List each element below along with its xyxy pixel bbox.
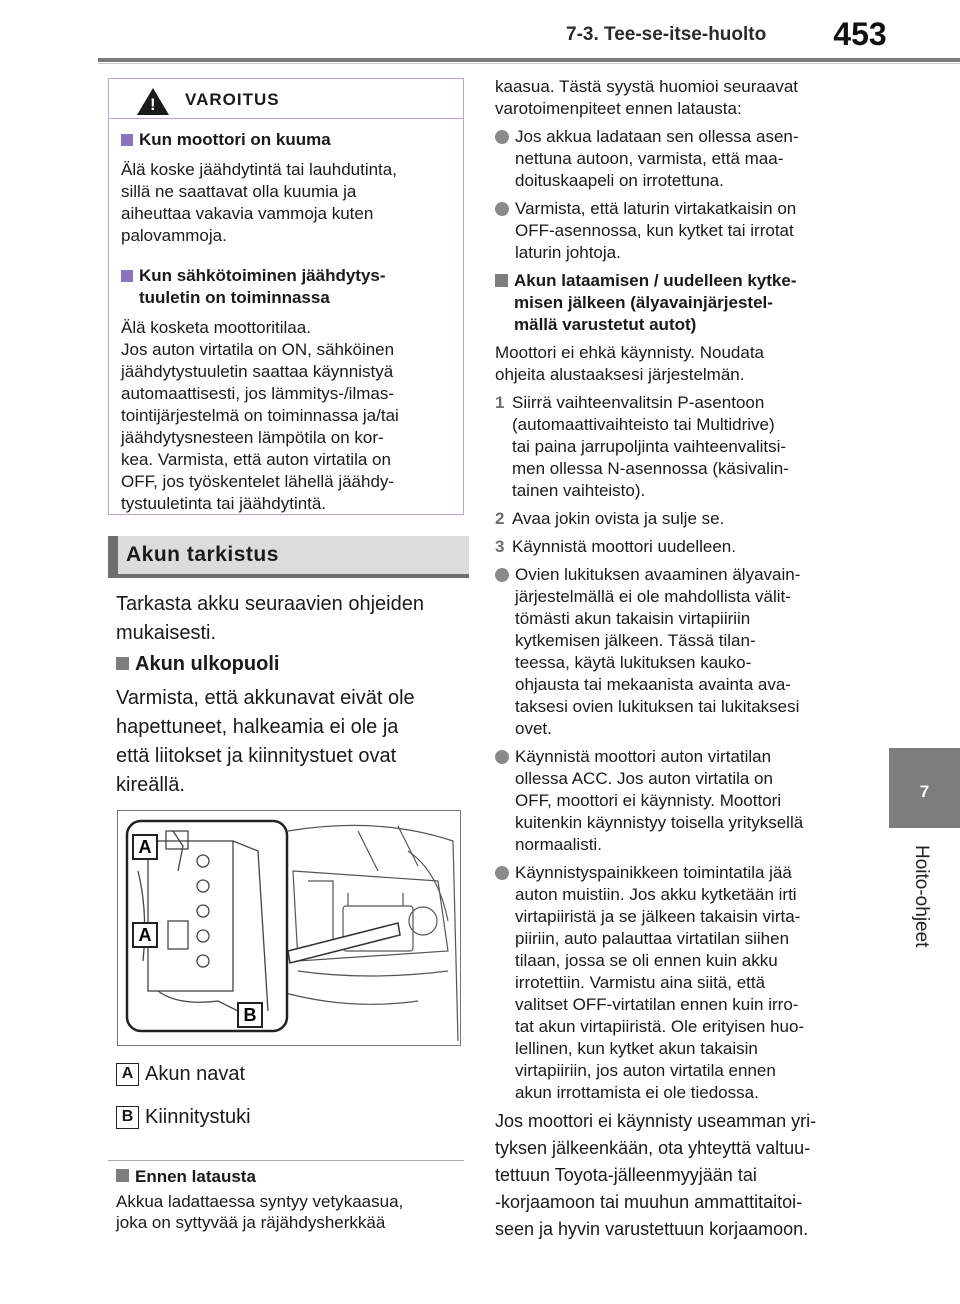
text-line: misen jälkeen (älyavainjärjestel- — [514, 293, 773, 312]
bullet-dot-icon — [495, 130, 509, 144]
chapter-tab: 7 — [889, 748, 960, 828]
warning-title: VAROITUS — [185, 90, 280, 109]
bullet-dot-icon — [495, 866, 509, 880]
text-line: aiheuttaa vakavia vammoja kuten — [121, 204, 374, 223]
text-line: Varmista, että akkunavat eivät ole — [116, 687, 415, 709]
section-title: Akun tarkistus — [126, 543, 279, 566]
text-line: kireällä. — [116, 774, 185, 796]
section-subheading — [116, 650, 461, 679]
text-line: men ollessa N-asennossa (käsivalin- — [512, 459, 789, 478]
text-line: tuuletin on toiminnassa — [139, 288, 330, 307]
text-line: tat akun virtapiiristä. Ole erityisen huo- — [515, 1017, 805, 1036]
text-line: virtapiiriin, jos auton virtatila ennen — [515, 1061, 776, 1080]
text-line: laturin johtoja. — [515, 243, 621, 262]
text-line: Älä koske jäähdytintä tai lauhdutinta, — [121, 160, 397, 179]
warning-subheading — [121, 265, 451, 309]
warning-text — [121, 159, 451, 247]
step-item — [495, 392, 847, 502]
paragraph — [495, 342, 847, 386]
text-line: akun irrottamista ei ole tiedossa. — [515, 1083, 759, 1102]
text-line: (automaattivaihteisto tai Multidrive) — [512, 415, 775, 434]
text-line: varotoimenpiteet ennen latausta: — [495, 99, 742, 118]
text-line: ollessa ACC. Jos auton virtatila on — [515, 769, 773, 788]
text-line: kaasua. Tästä syystä huomioi seuraavat — [495, 77, 799, 96]
engine-bay-drawing — [118, 811, 462, 1047]
text-line: Jos akkua ladataan sen ollessa asen- — [515, 127, 799, 146]
header-rule-light — [98, 63, 960, 64]
text-line: virtapiiristä ja se jälkeen takaisin virta- — [515, 907, 801, 926]
warning-box — [108, 78, 464, 515]
legend-badge-b: B — [116, 1106, 139, 1129]
page-number: 453 — [833, 16, 887, 52]
text-line: -korjaamoon tai muuhun ammattitaitoi- — [495, 1192, 803, 1212]
text-line: tystuuletinta tai jäähdytintä. — [121, 494, 327, 513]
text-line: normaalisti. — [515, 835, 602, 854]
warning-subheading-text: Kun moottori on kuuma — [139, 130, 331, 149]
text-line: valitset OFF-virtatilan ennen kuin irro- — [515, 995, 799, 1014]
text-line: Käynnistä moottori uudelleen. — [512, 537, 736, 556]
legend-text-b: Kiinnitystuki — [145, 1106, 251, 1128]
text-line: Ovien lukituksen avaaminen älyavain- — [515, 565, 801, 584]
text-line: mukaisesti. — [116, 622, 217, 644]
warning-icon — [137, 88, 169, 115]
text-line: tettuun Toyota-jälleenmyyjään tai — [495, 1165, 757, 1185]
bullet-item — [495, 126, 847, 192]
text-line: ohjausta tai mekaanista avainta ava- — [515, 675, 791, 694]
step-number: 3 — [495, 537, 505, 556]
before-charge-title-text: Ennen latausta — [135, 1167, 256, 1186]
right-subheading — [495, 270, 847, 336]
text-line: doituskaapeli on irrotettuna. — [515, 171, 724, 190]
bullet-item — [495, 862, 847, 1104]
text-line: jäähdytystuuletin saattaa käynnistyä — [121, 362, 394, 381]
before-charge-title — [116, 1166, 461, 1187]
text-line: tömästi akun takaisin virtapiiriin — [515, 609, 751, 628]
text-line: seen ja hyvin varustettuun korjaamoon. — [495, 1219, 809, 1239]
text-line: Tarkasta akku seuraavien ohjeiden — [116, 593, 424, 615]
section-header — [108, 536, 469, 578]
text-line: Akun lataamisen / uudelleen kytke- — [514, 271, 797, 290]
text-line: automaattisesti, jos lämmitys-/ilmas- — [121, 384, 395, 403]
bullet-item — [495, 746, 847, 856]
text-line: sillä ne saattavat olla kuumia ja — [121, 182, 357, 201]
text-line: Käynnistä moottori auton virtatilan — [515, 747, 772, 766]
text-line: Jos moottori ei käynnisty useamman yri- — [495, 1111, 817, 1131]
text-line: kytkemisen jälkeen. Tässä tilan- — [515, 631, 756, 650]
warning-text — [121, 317, 451, 515]
header-rule — [98, 58, 960, 62]
text-line: Älä kosketa moottoritilaa. — [121, 318, 311, 337]
warning-header — [109, 79, 463, 119]
square-bullet-icon — [116, 1169, 129, 1182]
text-line: hapettuneet, halkeamia ei ole ja — [116, 716, 399, 738]
callout-a-top: A — [138, 837, 152, 857]
text-line: Akkua ladattaessa syntyy vetykaasua, — [116, 1192, 404, 1211]
square-bullet-icon — [121, 134, 133, 146]
text-line: palovammoja. — [121, 226, 227, 245]
text-line: että liitokset ja kiinnitystuet ovat — [116, 745, 397, 767]
text-line: joka on syttyvää ja räjähdysherkkää — [116, 1213, 386, 1232]
text-line: auton muistiin. Jos akku kytketään irti — [515, 885, 797, 904]
right-column — [495, 76, 847, 1243]
callout-a-bottom: A — [138, 925, 152, 945]
text-line: Moottori ei ehkä käynnisty. Noudata — [495, 343, 764, 362]
step-number: 2 — [495, 509, 505, 528]
text-line: Kun sähkötoiminen jäähdytys- — [139, 266, 386, 285]
square-bullet-icon — [121, 270, 133, 282]
battery-illustration — [117, 810, 461, 1046]
text-line: Käynnistyspainikkeen toimintatila jää — [515, 863, 792, 882]
text-line: jäähdytysnesteen lämpötila on kor- — [121, 428, 384, 447]
section-body — [116, 684, 461, 800]
text-line: nettuna autoon, varmista, että maa- — [515, 149, 784, 168]
text-line: OFF, moottori ei käynnisty. Moottori — [515, 791, 782, 810]
text-line: lellinen, kun kytket akun takaisin — [515, 1039, 758, 1058]
text-line: piiriin, auto palauttaa virtatilan siihen — [515, 929, 790, 948]
legend-badge-a: A — [116, 1063, 139, 1086]
legend-text-a: Akun navat — [145, 1063, 246, 1085]
text-line: Avaa jokin ovista ja sulje se. — [512, 509, 725, 528]
text-line: tilaan, jossa se oli ennen kuin akku — [515, 951, 778, 970]
text-line: tyksen jälkeenkään, ota yhteyttä valtuu- — [495, 1138, 811, 1158]
section-intro — [116, 590, 461, 648]
chapter-tab-label: Hoito-ohjeet — [911, 845, 932, 948]
text-line: tai paina jarrupoljinta vaihteenvalitsi- — [512, 437, 787, 456]
continued-text — [495, 76, 847, 120]
divider — [108, 1160, 464, 1161]
text-line: OFF, jos työskentelet lähellä jäähdy- — [121, 472, 395, 491]
square-bullet-icon — [495, 274, 508, 287]
closing-paragraph — [495, 1108, 847, 1243]
text-line: teessa, käytä lukituksen kauko- — [515, 653, 752, 672]
text-line: järjestelmällä ei ole mahdollista välit- — [515, 587, 791, 606]
callout-b: B — [243, 1005, 257, 1025]
text-line: ovet. — [515, 719, 552, 738]
bullet-dot-icon — [495, 750, 509, 764]
text-line: taksesi ovien lukituksen tai lukitaksesi — [515, 697, 800, 716]
text-line: Siirrä vaihteenvalitsin P-asentoon — [512, 393, 765, 412]
text-line: ohjeita alustaaksesi järjestelmän. — [495, 365, 745, 384]
bullet-item — [495, 198, 847, 264]
text-line: Varmista, että laturin virtakatkaisin on — [515, 199, 797, 218]
text-line: mällä varustetut autot) — [514, 315, 697, 334]
text-line: Jos auton virtatila on ON, sähköinen — [121, 340, 395, 359]
text-line: kea. Varmista, että auton virtatila on — [121, 450, 391, 469]
text-line: tointijärjestelmä on toiminnassa ja/tai — [121, 406, 399, 425]
warning-subheading — [121, 129, 451, 151]
bullet-dot-icon — [495, 202, 509, 216]
step-number: 1 — [495, 393, 505, 412]
bullet-item — [495, 564, 847, 740]
bullet-dot-icon — [495, 568, 509, 582]
section-subheading-text: Akun ulkopuoli — [135, 653, 280, 675]
warning-subheading-text — [139, 265, 386, 309]
step-item — [495, 536, 847, 558]
text-line: irrotettiin. Varmistu aina siitä, että — [515, 973, 766, 992]
text-line: kuitenkin käynnistyy toisella yrityksellä — [515, 813, 804, 832]
before-charge-text — [116, 1191, 461, 1233]
text-line: OFF-asennossa, kun kytket tai irrotat — [515, 221, 794, 240]
warning-body — [109, 119, 463, 515]
chapter-title: 7-3. Tee-se-itse-huolto — [566, 24, 767, 45]
square-bullet-icon — [116, 657, 129, 670]
text-line: tainen vaihteisto). — [512, 481, 646, 500]
step-item — [495, 508, 847, 530]
